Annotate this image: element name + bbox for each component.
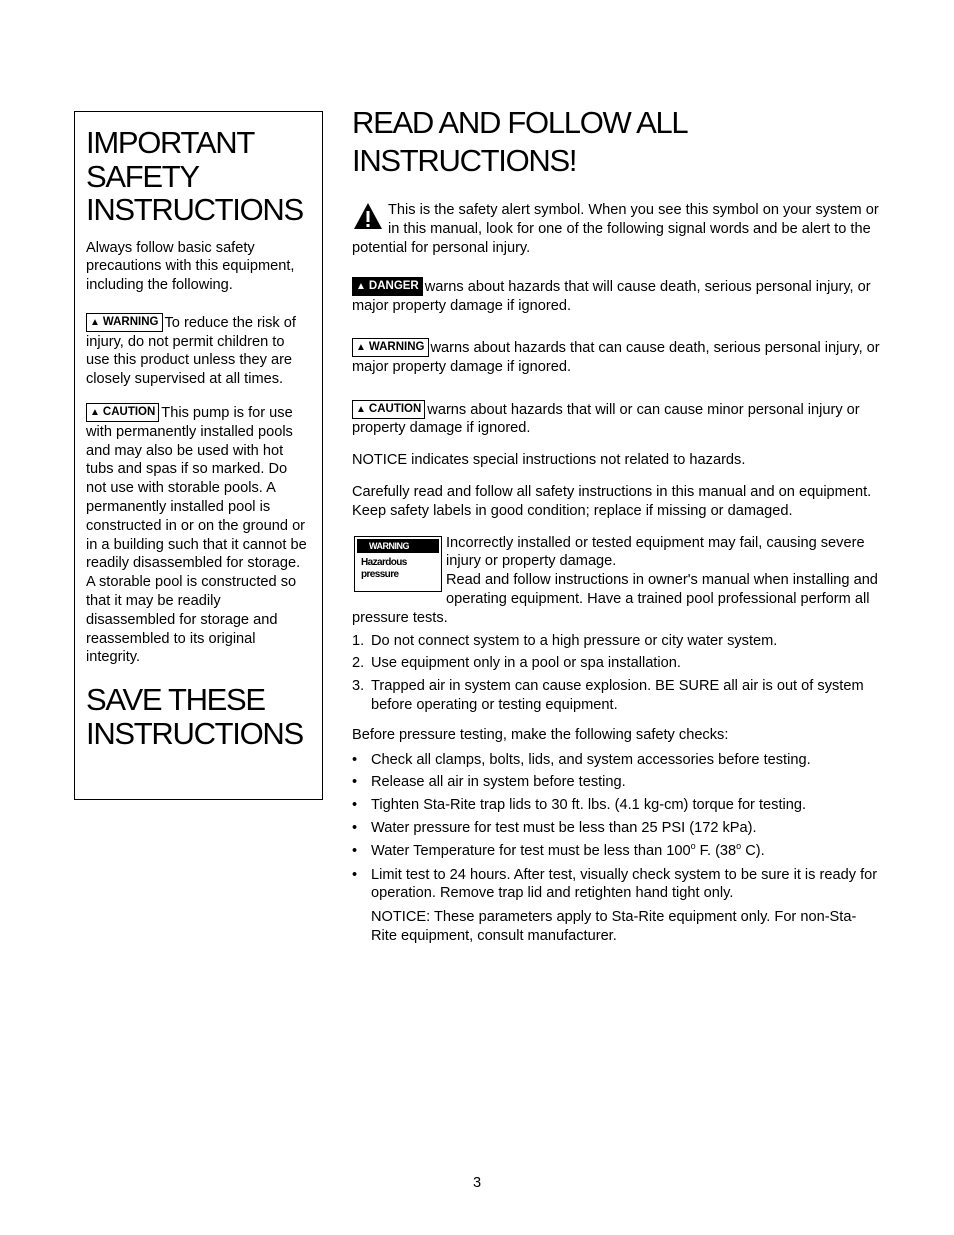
caution-badge: [352, 400, 425, 419]
temp-check-c: C).: [741, 842, 765, 859]
bullet: •: [352, 842, 358, 859]
list-item: [352, 866, 882, 904]
alert-paragraph: [352, 201, 882, 257]
list-item: [352, 751, 882, 770]
careful-text: Carefully read and follow all safety instructions in this manual and on equipment. Keep safety labels in good condition; replace if missing or damaged.: [352, 483, 872, 519]
danger-triangle-icon: ▲: [356, 281, 366, 293]
check-text: Water pressure for test must be less than 25 PSI (172 kPa).: [371, 819, 757, 836]
degree-sup: o: [690, 840, 696, 851]
step-text: Trapped air in system can cause explosion. BE SURE all air is out of system before operating or testing equipment.: [371, 678, 864, 713]
checks-intro: Before pressure testing, make the following safety checks:: [352, 726, 729, 743]
page-number: 3: [472, 1175, 482, 1191]
list-item: [352, 819, 882, 838]
temp-check-a: Water Temperature for test must be less than 100: [371, 842, 691, 859]
hazardous-pressure-sign-icon: [354, 536, 442, 592]
safety-checks-list: [352, 751, 882, 904]
caution-triangle-icon: ▲: [90, 407, 100, 419]
warning-triangle-icon: ▲: [90, 316, 100, 328]
list-item: [352, 842, 882, 861]
warning-badge-label: WARNING: [102, 315, 159, 328]
warning-badge-label: WARNING: [368, 340, 425, 353]
bullet: •: [352, 866, 358, 883]
bullet: •: [352, 774, 358, 791]
pressure-line-1: Incorrectly installed or tested equipment may fail, causing severe injury or property damage.: [446, 534, 865, 570]
list-item: [352, 677, 882, 715]
step-text: Do not connect system to a high pressure or city water system.: [371, 632, 778, 649]
numbered-steps: [352, 632, 882, 715]
title-line: READ AND FOLLOW ALL: [352, 105, 688, 140]
important-safety-box: [74, 111, 323, 800]
caution-badge-label: CAUTION: [368, 402, 422, 415]
title-line: INSTRUCTIONS: [86, 192, 303, 227]
sign-body: Hazardous pressure: [361, 556, 407, 580]
warning-text: To reduce the risk of injury, do not permit children to use this product unless they are closely supervised at all times.: [86, 314, 296, 388]
instructions-column: [352, 104, 882, 946]
warning-signal-paragraph: [352, 338, 882, 377]
check-text: Release all air in system before testing.: [371, 774, 626, 791]
safety-alert-icon: [352, 201, 384, 231]
danger-badge: [352, 277, 423, 296]
step-number: 3.: [352, 678, 365, 695]
danger-paragraph: [352, 277, 882, 316]
notice-text: NOTICE indicates special instructions not related to hazards.: [352, 452, 746, 469]
list-item: [352, 773, 882, 792]
pressure-warning-block: [352, 534, 882, 628]
caution-signal-paragraph: [352, 400, 882, 439]
step-number: 2.: [352, 655, 365, 672]
bullet: •: [352, 797, 358, 814]
bullet: •: [352, 819, 358, 836]
caution-text: This pump is for use with permanently installed pools and may also be used with hot tubs and spas if so marked. Do not use with storable pools. A permanently installed pool is constructed in or on the ground or in a building such that it cannot be readily disassembled for storage. A storable pool is constructed so that it may be readily disassembled for storage and reassembled to its original integrity.: [86, 405, 307, 666]
list-item: [352, 654, 882, 673]
limit-check-text: Limit test to 24 hours. After test, visually check system to be sure it is ready for operation. Remove trap lid and retighten hand tight only.: [371, 866, 878, 902]
caution-badge-label: CAUTION: [102, 406, 156, 419]
save-instructions-title: [86, 683, 310, 750]
list-item: [352, 632, 882, 651]
step-text: Use equipment only in a pool or spa installation.: [371, 655, 681, 672]
check-text: Check all clamps, bolts, lids, and system accessories before testing.: [371, 751, 811, 768]
degree-sup: o: [736, 840, 742, 851]
bullet: •: [352, 751, 358, 768]
danger-text: warns about hazards that will cause death, serious personal injury, or major property damage if ignored.: [352, 279, 871, 315]
caution-triangle-icon: ▲: [356, 403, 366, 415]
warning-triangle-icon: ▲: [356, 341, 366, 353]
title-line: IMPORTANT: [86, 125, 254, 160]
warning-paragraph: [86, 313, 310, 389]
caution-paragraph: [86, 403, 310, 667]
final-notice: NOTICE: These parameters apply to Sta-Rite equipment only. For non-Sta-Rite equipment, consult manufacturer.: [371, 909, 857, 944]
title-line: INSTRUCTIONS!: [352, 143, 577, 178]
pressure-line-2: Read and follow instructions in owner's manual when installing and operating equipment. Have a trained pool professional perform all pressure tests.: [352, 572, 878, 626]
read-follow-title: [352, 104, 882, 180]
warning-badge: [86, 313, 163, 332]
save-line: SAVE THESE: [86, 682, 265, 718]
intro-text: Always follow basic safety precautions with this equipment, including the following.: [86, 239, 295, 294]
caution-signal-text: warns about hazards that will or can cause minor personal injury or property damage if ignored.: [352, 401, 860, 437]
step-number: 1.: [352, 632, 365, 649]
danger-badge-label: DANGER: [368, 280, 419, 293]
list-item: [352, 796, 882, 815]
warning-signal-text: warns about hazards that can cause death, serious personal injury, or major property damage if ignored.: [352, 339, 880, 375]
save-line: INSTRUCTIONS: [86, 715, 303, 751]
warning-badge: [352, 338, 429, 357]
title-line: SAFETY: [86, 158, 199, 194]
important-safety-title: [86, 126, 310, 227]
caution-badge: [86, 403, 159, 422]
sign-header: WARNING: [357, 539, 439, 553]
temp-check-b: F. (38: [695, 842, 737, 859]
alert-text: This is the safety alert symbol. When you see this symbol on your system or in this manual, look for one of the following signal words and be alert to the potential for personal injury.: [352, 202, 879, 256]
check-text: Tighten Sta-Rite trap lids to 30 ft. lbs. (4.1 kg-cm) torque for testing.: [371, 797, 807, 814]
